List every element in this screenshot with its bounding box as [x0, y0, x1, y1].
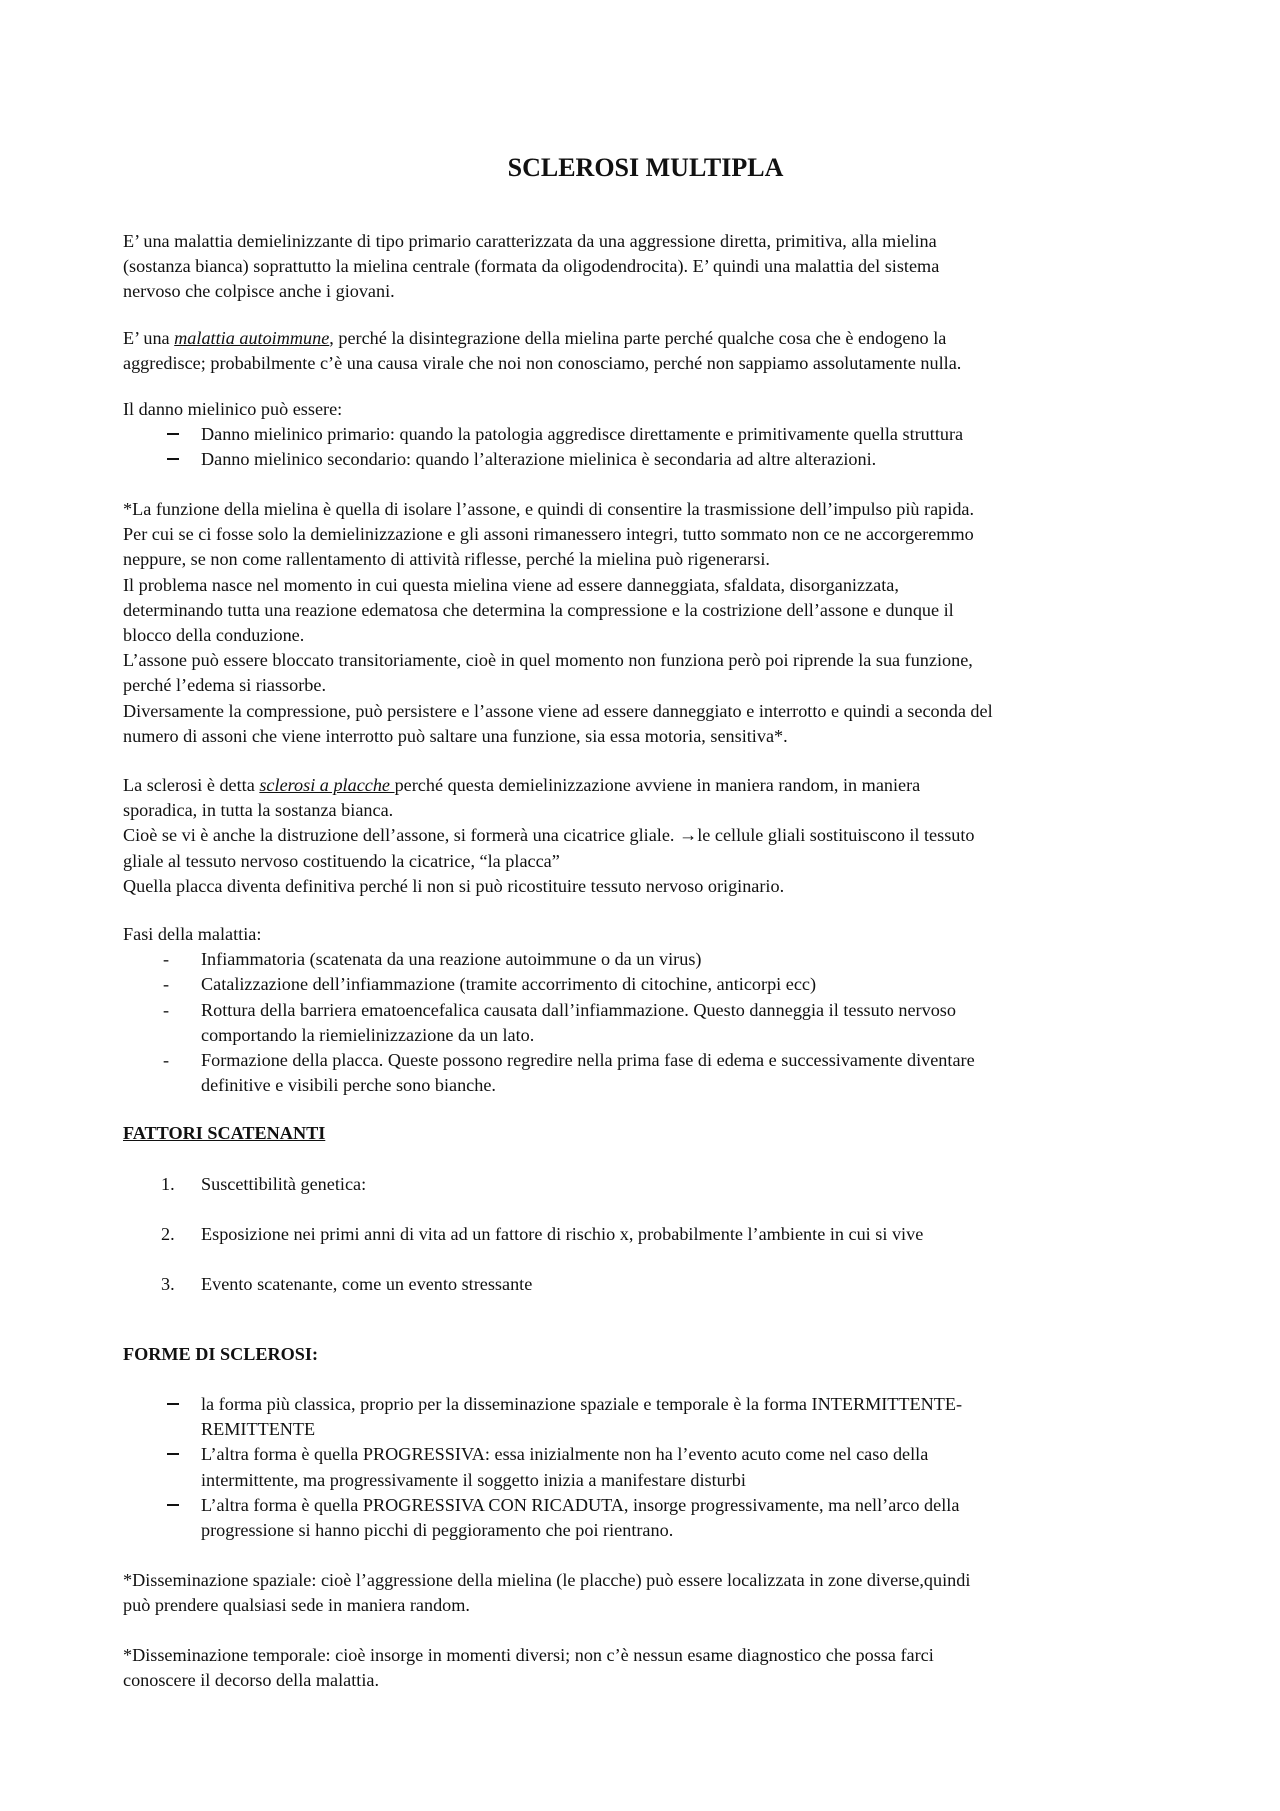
- hyphen-bullet-icon: -: [163, 949, 170, 970]
- list-item-text: intermittente, ma progressivamente il soggetto inizia a manifestare disturbi: [201, 1469, 746, 1490]
- text-line: *Disseminazione temporale: cioè insorge in momenti diversi; non c’è nessun esame diagnostico che possa farci: [123, 1645, 934, 1665]
- text-span: perché questa demielinizzazione avviene in maniera random, in maniera: [394, 775, 921, 795]
- section-heading: FORME DI SCLEROSI:: [123, 1344, 319, 1364]
- text-line: *La funzione della mielina è quella di isolare l’assone, e quindi di consentire la trasmissione dell’impulso più rapida.: [123, 499, 975, 519]
- list-item-text: L’altra forma è quella PROGRESSIVA CON RICADUTA, insorge progressivamente, ma nell’arco della: [201, 1494, 960, 1515]
- list-item: [123, 1048, 1168, 1098]
- hyphen-bullet-icon: -: [163, 999, 170, 1020]
- section-intro: Fasi della malattia:: [123, 924, 262, 944]
- forme-section: [123, 1342, 1168, 1367]
- list-item-text: Danno mielinico secondario: quando l’alterazione mielinica è secondaria ad altre alterazioni.: [201, 449, 877, 470]
- fattori-section: [123, 1121, 1168, 1146]
- section-intro: Il danno mielinico può essere:: [123, 399, 343, 419]
- dissem-spaziale-paragraph: [123, 1568, 1168, 1618]
- text-line: (sostanza bianca) soprattutto la mielina centrale (formata da oligodendrocita). E’ quindi una malattia del sistema: [123, 256, 940, 277]
- list-item: [123, 447, 1168, 472]
- hyphen-bullet-icon: -: [163, 974, 170, 995]
- list-item-text: progressione si hanno picchi di peggioramento che poi rientrano.: [201, 1520, 674, 1541]
- text-line: perché l’edema si riassorbe.: [123, 675, 327, 696]
- fasi-section: [123, 922, 1168, 1098]
- list-item: [123, 1272, 1168, 1297]
- text-line: L’assone può essere bloccato transitoriamente, cioè in quel momento non funziona però poi riprende la sua funzione,: [123, 650, 973, 671]
- text-line: sporadica, in tutta la sostanza bianca.: [123, 800, 394, 821]
- fattori-item: [123, 1222, 1168, 1247]
- list-item: [123, 998, 1168, 1048]
- text-line: nervoso che colpisce anche i giovani.: [123, 281, 395, 302]
- list-number: 3.: [161, 1274, 175, 1294]
- list-item-text: definitive e visibili perche sono bianche.: [201, 1075, 496, 1096]
- text-line: [123, 326, 1168, 351]
- fattori-item: [123, 1272, 1168, 1297]
- text-line: Quella placca diventa definitiva perché li non si può ricostituire tessuto nervoso originario.: [123, 875, 785, 896]
- fattori-item: [123, 1172, 1168, 1197]
- text-line: E’ una malattia demielinizzante di tipo primario caratterizzata da una aggressione diretta, primitiva, alla mielina: [123, 231, 937, 251]
- list-item-text: Evento scatenante, come un evento stressante: [201, 1274, 533, 1294]
- list-item-text: Rottura della barriera ematoencefalica causata dall’infiammazione. Questo danneggia il tessuto nervoso: [201, 999, 956, 1020]
- list-item-text: Catalizzazione dell’infiammazione (tramite accorrimento di citochine, anticorpi ecc): [201, 974, 817, 995]
- text-line: blocco della conduzione.: [123, 625, 305, 646]
- text-line: aggredisce; probabilmente c’è una causa virale che noi non conosciamo, perché non sappiamo assolutamente nulla.: [123, 353, 962, 374]
- placche-paragraph: [123, 773, 1168, 899]
- section-heading: FATTORI SCATENANTI: [123, 1123, 326, 1143]
- list-item: [123, 422, 1168, 447]
- emphasis-term: sclerosi a placche: [259, 775, 395, 795]
- text-span: E’ una: [123, 328, 175, 348]
- text-line: determinando tutta una reazione edematosa che determina la compressione e la costrizione dell’assone e dunque il: [123, 599, 954, 620]
- list-item: [123, 1222, 1168, 1247]
- page-title: SCLEROSI MULTIPLA: [507, 153, 784, 182]
- emphasis-term: malattia autoimmune: [174, 328, 330, 348]
- list-item: [123, 1392, 1168, 1442]
- text-line: [123, 773, 1168, 798]
- text-line: neppure, se non come rallentamento di attività riflesse, perché la mielina può rigenerarsi.: [123, 549, 770, 570]
- dissem-temporale-paragraph: [123, 1643, 1168, 1693]
- text-line: gliale al tessuto nervoso costituendo la cicatrice, “la placca”: [123, 850, 560, 871]
- list-item-text: L’altra forma è quella PROGRESSIVA: essa inizialmente non ha l’evento acuto come nel caso della: [201, 1444, 929, 1465]
- text-line: Diversamente la compressione, può persistere e l’assone viene ad essere danneggiato e interrotto e quindi a seconda del: [123, 700, 993, 721]
- list-item-text: Esposizione nei primi anni di vita ad un fattore di rischio x, probabilmente l’ambiente in cui si vive: [201, 1224, 924, 1244]
- text-line: numero di assoni che viene interrotto può saltare una funzione, sia essa motoria, sensitiva*.: [123, 725, 788, 746]
- text-line: conoscere il decorso della malattia.: [123, 1670, 380, 1691]
- list-item: [123, 1172, 1168, 1197]
- autoimmune-paragraph: [123, 326, 1168, 376]
- danno-section: [123, 397, 1168, 473]
- list-number: 2.: [161, 1224, 175, 1244]
- intro-paragraph: [123, 229, 1168, 305]
- text-line: Per cui se ci fosse solo la demielinizzazione e gli assoni rimanessero integri, tutto sommato non ce ne accorgeremmo: [123, 524, 974, 545]
- forme-list: [123, 1392, 1168, 1543]
- list-item-text: Suscettibilità genetica:: [201, 1174, 367, 1194]
- text-line: *Disseminazione spaziale: cioè l’aggressione della mielina (le placche) può essere localizzata in zone diverse,quindi: [123, 1570, 971, 1590]
- list-item: [123, 1493, 1168, 1543]
- list-item-text: Formazione della placca. Queste possono regredire nella prima fase di edema e successivamente diventare: [201, 1050, 975, 1071]
- hyphen-bullet-icon: -: [163, 1050, 170, 1071]
- list-item: [123, 1442, 1168, 1492]
- mielina-function-paragraph: [123, 497, 1168, 749]
- list-item-text: comportando la riemielinizzazione da un lato.: [201, 1024, 535, 1045]
- list-item-text: la forma più classica, proprio per la disseminazione spaziale e temporale è la forma INTERMITTENTE-: [201, 1394, 963, 1414]
- list-item-text: REMITTENTE: [201, 1419, 316, 1440]
- list-item-text: Danno mielinico primario: quando la patologia aggredisce direttamente e primitivamente quella struttura: [201, 424, 964, 445]
- text-line: Cioè se vi è anche la distruzione dell’assone, si formerà una cicatrice gliale. →le cellule gliali sostituiscono il tessuto: [123, 825, 975, 846]
- text-line: Il problema nasce nel momento in cui questa mielina viene ad essere danneggiata, sfaldata, disorganizzata,: [123, 574, 899, 595]
- list-item: [123, 972, 1168, 997]
- list-item-text: Infiammatoria (scatenata da una reazione autoimmune o da un virus): [201, 949, 702, 970]
- list-item: [123, 947, 1168, 972]
- list-number: 1.: [161, 1174, 175, 1194]
- text-line: può prendere qualsiasi sede in maniera random.: [123, 1595, 470, 1616]
- text-span: , perché la disintegrazione della mielina parte perché qualche cosa che è endogeno la: [329, 328, 947, 348]
- text-span: La sclerosi è detta: [123, 775, 260, 795]
